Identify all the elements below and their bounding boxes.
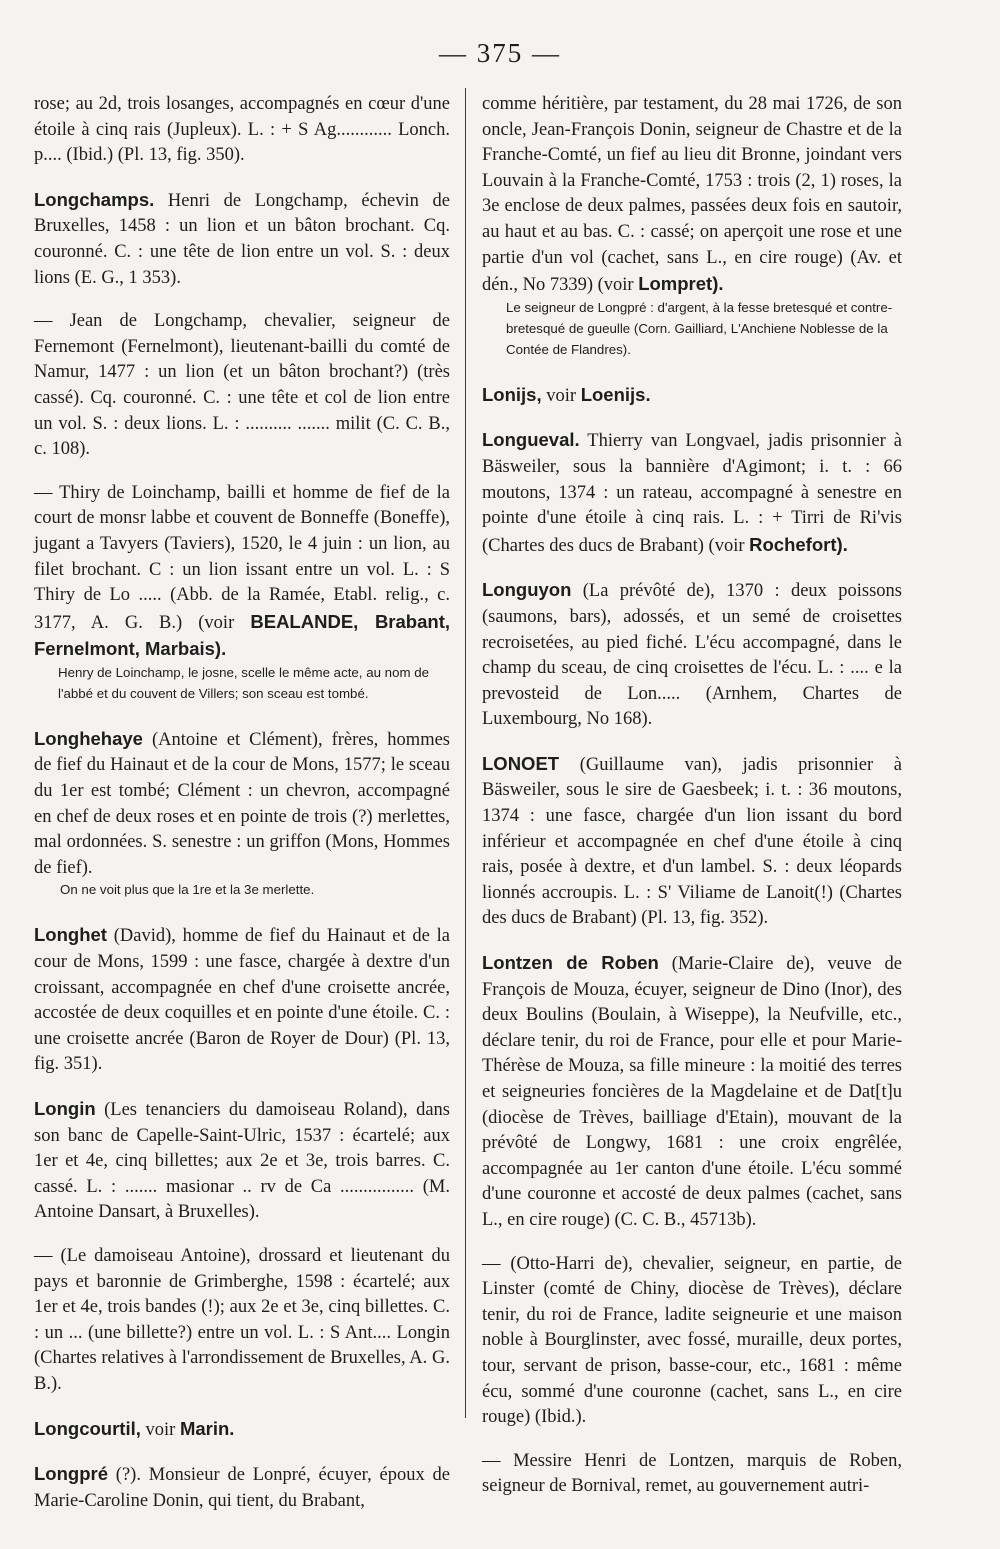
entry-longhet (34, 922, 450, 1078)
entry-text: voir (140, 1419, 180, 1440)
entry-heading: LONOET (482, 752, 560, 774)
cross-reference: Loenijs. (580, 383, 651, 405)
entry-text: (David), homme de fief du Hainaut et de la cour de Mons, 1599 : une fasce, chargée à dextre d'un croissant, accompagnée en chef d'une croisette ancrée, accostée de deux coquilles et en pointe d'une étoile. C. : une croisette ancrée (Baron de Royer de Dour) (Pl. 13, fig. 351). (34, 926, 450, 1075)
cross-reference: Rochefort). (749, 533, 848, 555)
entry-text: (Les tenanciers du damoiseau Roland), dans son banc de Capelle-Saint-Ulric, 1537 : écartelé; aux 1er et 4e, cinq billettes; aux 2e et 3e, trois barres. C. cassé. L. : ....... masionar .. rv de Ca ................ (M. Antoine Dansart, à Bruxelles). (34, 1100, 450, 1223)
entry-longpre (34, 1461, 450, 1514)
cross-reference: Marin. (179, 1417, 235, 1439)
entry-text: comme héritière, par testament, du 28 mai 1726, de son oncle, Jean-François Donin, seigneur de Chastre et de la Franche-Comté, un fief au lieu dit Bronne, joindant vers Louvain à la Franche-Comté, 1753 : trois (2, 1) roses, la 3e enclose de deux palmes, passées deux fois en sautoir, au haut et au bas. C. : cassé; on aperçoit une rose et une partie d'un vol (cachet, sans L., en cire rouge) (Av. et dén., No 7339) (voir (482, 94, 902, 296)
paragraph-continuation: rose; au 2d, trois losanges, accompagnés en cœur d'une étoile à cinq rais (Jupleux). L. : + S Ag............ Lonch. p.... (Ibid.) (Pl. 13, fig. 350). (34, 94, 450, 166)
entry-text: voir (541, 385, 581, 406)
right-column (482, 92, 902, 1518)
entry-lonijs (482, 382, 902, 410)
entry-text: — Thiry de Loinchamp, bailli et homme de fief de la court de monsr labbe et couvent de Bonneffe (Boneffe), jugant a Tavyers (Taviers), 1520, le 4 juin : un lion, au filet brochant. C : un lion issant entre un vol. L. : S Thiry de Lo ..... (Abb. de la Ramée, Etabl. relig., c. 3177, A. G. B.) (voir (34, 482, 450, 633)
paragraph-thiry-de-loinchamp (34, 481, 450, 664)
entry-heading: Longhet (34, 924, 107, 946)
entry-longin (34, 1096, 450, 1226)
entry-longhehaye (34, 726, 450, 882)
entry-heading: Lonijs, (482, 383, 542, 405)
entry-heading: Longin (34, 1098, 96, 1119)
entry-heading: Longcourtil, (34, 1417, 141, 1439)
cross-reference: BEALANDE, Brabant, Fernelmont, Marbais). (34, 610, 450, 660)
entry-lonoet (482, 751, 902, 932)
entry-text: (Marie-Claire de), veuve de François de Mouza, écuyer, seigneur de Dino (Inor), des deux Boulins (Boulain, à Wiseppe), la Neufville, etc., déclare tenir, du roi de France, pour elle et pour Marie-Thérèse de Mouza, sa fille mineure : la moitié des terres et seigneuries foncières de la Magdelaine et de Dat[t]u (diocèse de Trèves, bailliage d'Etain), mouvant de la prévôté de Longwy, 1681 : une croix engrêlée, accompagnée au 1er canton d'une étoile. L'écu sommé d'une couronne et accosté de deux palmes (cachet, sans L., en cire rouge) (C. C. B., 45713b). (482, 954, 902, 1230)
cross-reference: Lompret). (638, 273, 724, 295)
entry-text: (La prévôté de), 1370 : deux poissons (saumons, bars), adossés, et un semé de croisettes recroisetées, au pied fiché. L'écu accompagné, dans le champ du sceau, de cinq croisettes de l'écu. L. : .... e la prevosteid de Lon..... (Arnhem, Chartes de Luxembourg, No 168). (482, 581, 902, 730)
entry-heading: Lontzen de Roben (482, 952, 659, 974)
entry-longuyon (482, 577, 902, 733)
paragraph-damoiseau-antoine: — (Le damoiseau Antoine), drossard et lieutenant du pays et baronnie de Grimberghe, 1598 : écartelé; aux 1er et 4e, trois bandes (!); aux 2e et 3e, cinq billettes. C. : un ... (une billette?) entre un vol. L. : S Ant.... Longin (Chartes relatives à l'arrondissement de Bruxelles, A. G. B.). (34, 1245, 450, 1394)
left-column (34, 92, 450, 1532)
entry-longcourtil (34, 1416, 450, 1444)
footnote-longpre: Le seigneur de Longpré : d'argent, à la fesse bretesqué et contre-bretesqué de gueulle (Corn. Gailliard, L'Anchiene Noblesse de la Contée de Flandres). (506, 299, 893, 357)
entry-longueval (482, 427, 902, 559)
page-number: — 375 — (439, 38, 561, 68)
footnote-longhehaye: On ne voit plus que la 1re et la 3e merlette. (60, 882, 315, 898)
footnote-loinchamp: Henry de Loinchamp, le josne, scelle le même acte, au nom de l'abbé et du couvent de Villers; son sceau est tombé. (58, 664, 430, 701)
entry-text: Thierry van Longvael, jadis prisonnier à Bäsweiler, sous la bannière d'Agimont; i. t. : 66 moutons, 1374 : un rateau, accompagné à senestre en pointe d'une étoile à cinq rais. L. : + Tirri de Ri'vis (Chartes des ducs de Brabant) (voir (482, 431, 902, 556)
entry-lontzen-de-roben (482, 950, 902, 1234)
paragraph-otto-harri: — (Otto-Harri de), chevalier, seigneur, en partie, de Linster (comté de Chiny, diocèse de Trèves), déclare tenir, du roi de France, ladite seigneurie et une maison noble à Bourglinster, avec fossé, muraille, deux portes, tour, servant de prison, basse-cour, etc., 1681 : même écu, sommé d'une couronne (cachet, sans L., en cire rouge) (Ibid.). (482, 1253, 902, 1428)
entry-text: Henri de Longchamp, échevin de Bruxelles, 1458 : un lion et un bâton brochant. Cq. couronné. C. : une tête de lion entre un vol. S. : deux lions (E. G., 1 353). (34, 190, 450, 288)
entry-heading: Longpré (34, 1463, 108, 1485)
paragraph-continuation (482, 92, 902, 299)
entry-text: (Guillaume van), jadis prisonnier à Bäsweiler, sous le sire de Gaesbeek; i. t. : 36 moutons, 1374 : une fasce, chargée d'un lion issant du bord inférieur et accompagnée en chef d'une étoile à cinq rais, posée à dextre, et d'un lambel. S. : deux léopards lionnés accroupis. L. : S' Viliame de Lanoit(!) (Chartes des ducs de Brabant) (Pl. 13, fig. 352). (482, 754, 902, 929)
entry-longchamps (34, 187, 450, 291)
entry-heading: Longueval. (482, 429, 580, 451)
entry-heading: Longhehaye (34, 727, 143, 749)
paragraph-henri-de-lontzen: — Messire Henri de Lontzen, marquis de Roben, seigneur de Bornival, remet, au gouvernement autri- (482, 1450, 902, 1497)
entry-text: (Antoine et Clément), frères, hommes de fief du Hainaut et de la cour de Mons, 1577; le sceau du 1er est tombé; Clément : un chevron, accompagné en chef de deux roses et en pointe de trois (?) merlettes, mal ordonnées. S. senestre : un griffon (Mons, Hommes de fief). (34, 729, 450, 878)
column-divider (465, 88, 466, 1418)
entry-heading: Longchamps. (34, 188, 155, 210)
entry-heading: Longuyon (482, 579, 572, 601)
paragraph-jean-de-longchamp: — Jean de Longchamp, chevalier, seigneur de Fernemont (Fernelmont), lieutenant-bailli du comté de Namur, 1477 : un lion (et un bâton brochant?) (très cassé). Cq. couronné. C. : une tête et col de lion entre un vol. S. : deux lions. L. : .......... ....... milit (C. C. B., c. 108). (34, 311, 450, 460)
entry-text: (?). Monsieur de Lonpré, écuyer, époux de Marie-Caroline Donin, qui tient, du Brabant, (34, 1465, 450, 1511)
